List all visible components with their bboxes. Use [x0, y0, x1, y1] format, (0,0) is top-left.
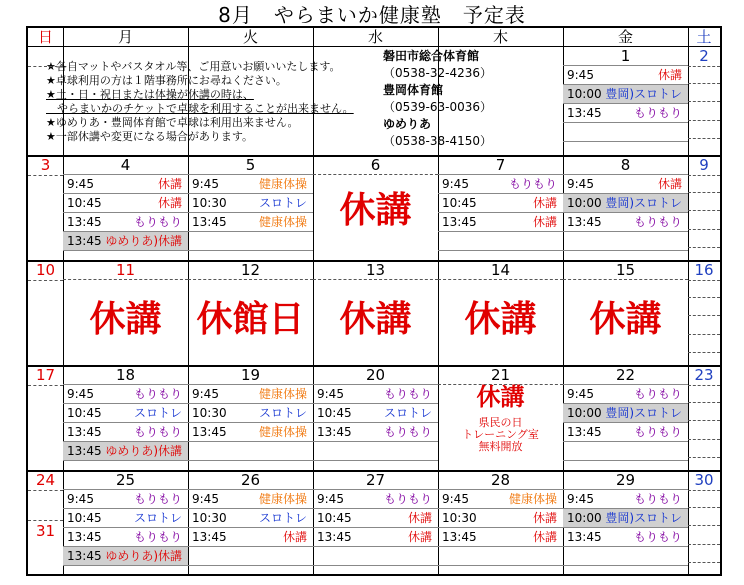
schedule-row: [563, 84, 688, 103]
schedule-row: [563, 212, 688, 231]
row-guide: [63, 250, 188, 251]
date-number: 1: [620, 47, 631, 65]
day-header: 土: [696, 28, 712, 46]
row-guide: [563, 441, 688, 442]
row-guide: [313, 460, 438, 461]
row-guide: [188, 565, 313, 566]
row-guide: [313, 546, 438, 547]
date-number-saturday: 30: [694, 471, 714, 489]
session-time: 13:45: [67, 234, 102, 248]
note-line: ★卓球利用の方は１階事務所にお尋ねください。: [46, 74, 287, 87]
schedule-row: [63, 489, 188, 508]
row-guide: [28, 385, 63, 386]
session-class: 健康体操: [258, 177, 307, 191]
session-time: 9:45: [317, 387, 344, 401]
session-time: 13:45: [67, 215, 102, 229]
date-number-sunday: 10: [35, 261, 56, 279]
session-time: 9:45: [67, 492, 94, 506]
schedule-row: [63, 422, 188, 441]
date-number: 12: [240, 261, 261, 279]
session-time: 13:45: [567, 106, 602, 120]
session-class: スロトレ: [383, 406, 432, 420]
session-time: 9:45: [567, 492, 594, 506]
schedule-row: [63, 546, 188, 565]
date-number: 20: [365, 366, 386, 384]
session-class: もりもり: [633, 425, 682, 439]
session-time: 10:30: [192, 196, 227, 210]
note-line: ★ゆめりあ・豊岡体育館で卓球は利用出来ません。: [46, 116, 299, 129]
day-header: 木: [492, 28, 508, 46]
row-guide: [28, 280, 63, 281]
cancelled-label: 休講: [89, 299, 162, 340]
schedule-row: [188, 384, 313, 403]
session-time: 13:45: [67, 530, 102, 544]
session-time: 13:45: [567, 530, 602, 544]
row-guide: [188, 546, 313, 547]
date-number-saturday: 23: [694, 366, 714, 384]
venue-line: ゆめりあ: [383, 117, 432, 131]
row-guide: [688, 385, 720, 386]
row-guide: [188, 279, 313, 280]
row-guide: [688, 457, 720, 458]
session-time: 10:45: [67, 406, 102, 420]
date-number-saturday: 9: [699, 156, 709, 174]
session-class: 休講: [532, 196, 557, 210]
schedule-row: [188, 174, 313, 193]
session-class: 豊岡)スロトレ: [605, 87, 682, 101]
schedule-row: [563, 193, 688, 212]
schedule-row: [313, 384, 438, 403]
date-number: 25: [115, 471, 136, 489]
session-time: 9:45: [442, 492, 469, 506]
session-class: 休講: [157, 177, 182, 191]
session-class: もりもり: [508, 177, 557, 191]
row-guide: [688, 562, 720, 563]
cancelled-label: 休講: [339, 190, 412, 231]
row-guide: [688, 507, 720, 508]
venue-line: （0539-63-0036）: [383, 100, 493, 114]
date-number-sunday: 17: [35, 366, 56, 384]
session-time: 13:45: [567, 425, 602, 439]
row-guide: [563, 141, 688, 142]
schedule-row: [438, 508, 563, 527]
row-guide: [688, 439, 720, 440]
schedule-row: [563, 422, 688, 441]
schedule-row: [313, 508, 438, 527]
row-guide: [188, 231, 313, 232]
row-guide: [313, 441, 438, 442]
schedule-row: [563, 103, 688, 122]
schedule-row: [563, 403, 688, 422]
session-time: 10:45: [442, 196, 477, 210]
schedule-row: [313, 403, 438, 422]
session-time: 10:00: [567, 196, 602, 210]
row-guide: [188, 441, 313, 442]
row-guide: [313, 279, 438, 280]
row-guide: [28, 175, 63, 176]
date-number-saturday: 2: [699, 47, 709, 65]
date-number-sunday: 24: [35, 471, 56, 489]
row-guide: [438, 231, 563, 232]
cancelled-label: 休講: [464, 299, 537, 340]
day-divider: [688, 28, 689, 574]
session-class: 休講: [532, 215, 557, 229]
schedule-row: [188, 527, 313, 546]
row-guide: [63, 565, 188, 566]
session-time: 9:45: [317, 492, 344, 506]
row-guide: [563, 122, 688, 123]
cancelled-label: 休講: [476, 383, 525, 411]
row-guide: [688, 544, 720, 545]
row-guide: [688, 247, 720, 248]
row-guide: [688, 402, 720, 403]
date-number-saturday: 16: [694, 261, 714, 279]
session-time: 9:45: [567, 387, 594, 401]
date-number: 4: [120, 156, 131, 174]
row-guide: [563, 546, 688, 547]
date-number: 29: [615, 471, 636, 489]
schedule-row: [63, 527, 188, 546]
row-guide: [688, 334, 720, 335]
session-class: 休講: [532, 530, 557, 544]
date-number: 18: [115, 366, 136, 384]
schedule-row: [188, 403, 313, 422]
session-class: もりもり: [133, 425, 182, 439]
session-class: スロトレ: [258, 406, 307, 420]
session-class: 休講: [157, 196, 182, 210]
session-class: もりもり: [383, 492, 432, 506]
session-time: 10:00: [567, 87, 602, 101]
schedule-row: [63, 193, 188, 212]
session-class: 休講: [532, 511, 557, 525]
date-number: 15: [615, 261, 636, 279]
calendar-grid: [26, 26, 722, 576]
cancelled-label: 休講: [589, 299, 662, 340]
schedule-row: [563, 527, 688, 546]
row-guide: [563, 231, 688, 232]
schedule-row: [188, 193, 313, 212]
session-class: 健康体操: [508, 492, 557, 506]
session-time: 13:45: [567, 215, 602, 229]
date-number: 8: [620, 156, 631, 174]
venue-line: 豊岡体育館: [383, 83, 444, 97]
session-time: 13:45: [192, 530, 227, 544]
date-number: 26: [240, 471, 261, 489]
session-time: 9:45: [567, 68, 594, 82]
session-time: 9:45: [192, 492, 219, 506]
row-guide: [438, 250, 563, 251]
session-time: 10:30: [192, 511, 227, 525]
row-guide: [688, 280, 720, 281]
holiday-note: トレーニング室: [462, 428, 539, 441]
row-guide: [688, 352, 720, 353]
row-guide: [688, 192, 720, 193]
session-class: もりもり: [133, 530, 182, 544]
row-guide: [438, 565, 563, 566]
schedule-row: [563, 489, 688, 508]
session-class: スロトレ: [258, 511, 307, 525]
session-time: 13:45: [67, 425, 102, 439]
row-guide: [313, 174, 438, 175]
holiday-note: 県民の日: [478, 416, 523, 429]
session-class: もりもり: [633, 387, 682, 401]
row-guide: [688, 297, 720, 298]
day-header: 日: [37, 28, 53, 46]
date-number: 13: [365, 261, 386, 279]
day-header: 月: [117, 28, 133, 46]
date-number: 14: [490, 261, 511, 279]
session-class: 健康体操: [258, 492, 307, 506]
session-class: 健康体操: [258, 425, 307, 439]
session-time: 10:45: [317, 406, 352, 420]
schedule-row: [438, 212, 563, 231]
schedule-row: [313, 489, 438, 508]
row-guide: [688, 525, 720, 526]
session-time: 9:45: [67, 387, 94, 401]
session-time: 10:45: [317, 511, 352, 525]
date-number: 7: [495, 156, 506, 174]
session-time: 13:45: [192, 425, 227, 439]
session-time: 10:30: [192, 406, 227, 420]
session-class: ゆめりあ)休講: [105, 549, 182, 563]
venue-line: （0538-38-4150）: [383, 134, 493, 148]
session-class: 休講: [407, 530, 432, 544]
venue-line: 磐田市総合体育館: [383, 49, 480, 63]
session-class: 健康体操: [258, 215, 307, 229]
session-class: もりもり: [633, 492, 682, 506]
row-guide: [688, 420, 720, 421]
note-line: ★各自マットやバスタオル等、ご用意いお願いいたします。: [46, 60, 341, 73]
session-class: ゆめりあ)休講: [105, 234, 182, 248]
cancelled-label: 休講: [339, 299, 412, 340]
row-guide: [28, 490, 63, 491]
row-guide: [688, 138, 720, 139]
row-guide: [438, 279, 563, 280]
note-line: ★一部休講や変更になる場合があります。: [46, 130, 253, 143]
session-time: 10:45: [67, 196, 102, 210]
day-header: 水: [367, 28, 383, 46]
date-number: 5: [245, 156, 256, 174]
schedule-row: [563, 384, 688, 403]
row-guide: [563, 250, 688, 251]
row-guide: [63, 279, 188, 280]
session-class: もりもり: [383, 425, 432, 439]
schedule-row: [438, 193, 563, 212]
schedule-row: [313, 527, 438, 546]
row-guide: [688, 83, 720, 84]
row-guide: [688, 101, 720, 102]
session-time: 13:45: [442, 215, 477, 229]
session-class: スロトレ: [133, 511, 182, 525]
schedule-row: [188, 422, 313, 441]
schedule-row: [188, 489, 313, 508]
note-line: やらまいかのチケットで卓球を利用することが出来ません。: [46, 102, 354, 115]
schedule-row: [63, 403, 188, 422]
date-number: 28: [490, 471, 511, 489]
session-time: 10:00: [567, 511, 602, 525]
row-guide: [688, 229, 720, 230]
schedule-row: [63, 384, 188, 403]
session-class: 豊岡)スロトレ: [605, 511, 682, 525]
row-guide: [563, 460, 688, 461]
row-guide: [63, 460, 188, 461]
date-number: 19: [240, 366, 261, 384]
session-time: 9:45: [192, 177, 219, 191]
session-class: スロトレ: [258, 196, 307, 210]
schedule-row: [63, 231, 188, 250]
session-class: もりもり: [633, 530, 682, 544]
page-title: 8月 やらまいか健康塾 予定表: [218, 3, 526, 27]
date-number: 27: [365, 471, 386, 489]
schedule-row: [563, 508, 688, 527]
row-guide: [688, 210, 720, 211]
session-class: 休講: [407, 511, 432, 525]
date-number: 22: [615, 366, 636, 384]
session-time: 10:45: [67, 511, 102, 525]
date-number-sunday: 31: [35, 522, 56, 540]
session-class: もりもり: [133, 387, 182, 401]
note-line: ★土・日・祝日または体操が休講の時は、: [46, 88, 254, 101]
schedule-row: [313, 422, 438, 441]
row-guide: [188, 250, 313, 251]
venue-line: （0538-32-4236）: [383, 66, 493, 80]
half-divider: [28, 520, 63, 521]
schedule-row: [63, 212, 188, 231]
session-class: もりもり: [133, 215, 182, 229]
session-class: もりもり: [633, 215, 682, 229]
schedule-row: [63, 441, 188, 460]
session-class: もりもり: [383, 387, 432, 401]
session-class: スロトレ: [133, 406, 182, 420]
session-class: ゆめりあ)休講: [105, 444, 182, 458]
row-guide: [438, 546, 563, 547]
schedule-row: [563, 174, 688, 193]
schedule-row: [188, 212, 313, 231]
row-guide: [688, 120, 720, 121]
session-time: 10:30: [442, 511, 477, 525]
row-guide: [313, 565, 438, 566]
session-time: 13:45: [317, 530, 352, 544]
row-guide: [28, 66, 63, 67]
schedule-row: [438, 527, 563, 546]
schedule-row: [63, 508, 188, 527]
row-guide: [188, 460, 313, 461]
session-class: 健康体操: [258, 387, 307, 401]
day-header: 金: [617, 28, 633, 46]
holiday-note: 無料開放: [478, 440, 523, 453]
session-time: 10:00: [567, 406, 602, 420]
session-class: 休講: [657, 68, 682, 82]
schedule-row: [438, 489, 563, 508]
schedule-row: [63, 174, 188, 193]
date-number-sunday: 3: [40, 156, 51, 174]
session-class: 豊岡)スロトレ: [605, 196, 682, 210]
session-time: 9:45: [442, 177, 469, 191]
schedule-row: [438, 174, 563, 193]
session-class: 豊岡)スロトレ: [605, 406, 682, 420]
session-class: 休講: [657, 177, 682, 191]
session-time: 13:45: [442, 530, 477, 544]
session-time: 13:45: [192, 215, 227, 229]
session-time: 13:45: [67, 549, 102, 563]
session-time: 13:45: [317, 425, 352, 439]
schedule-row: [188, 508, 313, 527]
date-number: 21: [490, 366, 511, 384]
row-guide: [688, 490, 720, 491]
session-class: もりもり: [633, 106, 682, 120]
session-time: 13:45: [67, 444, 102, 458]
session-class: もりもり: [133, 492, 182, 506]
row-guide: [563, 565, 688, 566]
row-guide: [688, 315, 720, 316]
session-time: 9:45: [567, 177, 594, 191]
row-guide: [688, 175, 720, 176]
row-guide: [688, 66, 720, 67]
date-number: 11: [115, 261, 136, 279]
day-header: 火: [242, 28, 258, 46]
row-guide: [563, 279, 688, 280]
session-class: 休講: [282, 530, 307, 544]
schedule-row: [563, 65, 688, 84]
date-number: 6: [370, 156, 381, 174]
session-time: 9:45: [192, 387, 219, 401]
cancelled-label: 休館日: [196, 299, 305, 340]
session-time: 9:45: [67, 177, 94, 191]
